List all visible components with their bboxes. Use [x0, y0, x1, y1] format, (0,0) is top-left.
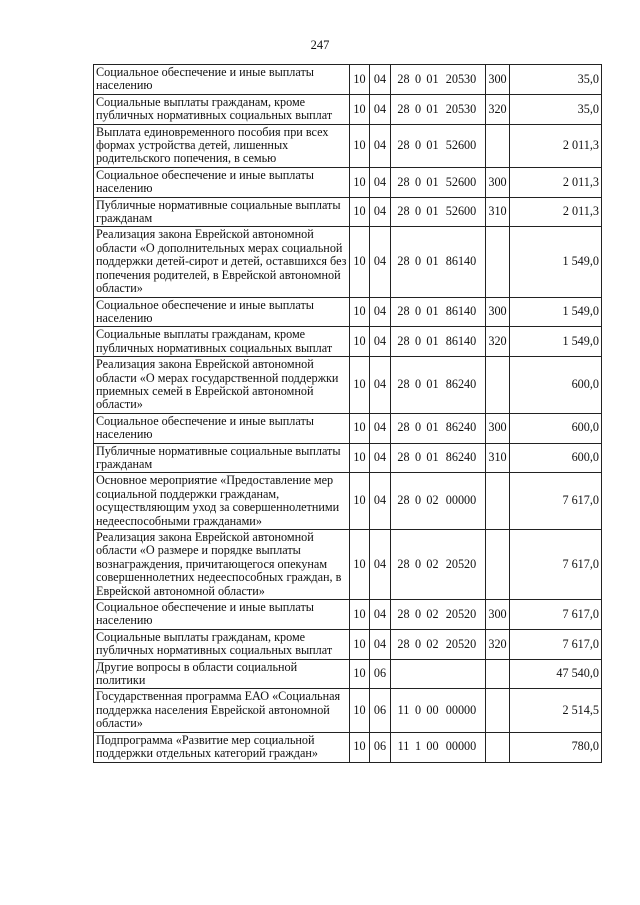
target-code-activity: 02	[426, 493, 439, 508]
row-amount: 7 617,0	[510, 600, 602, 630]
target-code-direction: 52600	[445, 204, 477, 219]
row-name: Реализация закона Еврейской автономной области «О дополнительных мерах социальной поддержки детей-сирот и детей, оставшихся без попечения родителей, в Еврейской автономной области»	[94, 227, 350, 297]
row-subsection-code: 04	[370, 197, 391, 227]
row-expense-type	[486, 530, 510, 600]
table-row	[94, 124, 602, 167]
target-code-program: 28	[397, 450, 410, 465]
target-code-subprogram: 0	[414, 304, 422, 319]
target-code-direction: 52600	[445, 174, 477, 189]
row-name: Социальное обеспечение и иные выплаты населению	[94, 65, 350, 95]
target-code-subprogram: 0	[414, 204, 422, 219]
row-expense-type: 300	[486, 65, 510, 95]
target-code-activity: 01	[426, 304, 439, 319]
target-code-subprogram: 0	[414, 334, 422, 349]
row-section-code: 10	[350, 357, 370, 414]
row-expense-type: 300	[486, 600, 510, 630]
budget-table-body	[94, 65, 602, 763]
row-amount: 47 540,0	[510, 659, 602, 689]
target-code-subprogram: 0	[414, 101, 422, 116]
row-section-code: 10	[350, 689, 370, 732]
target-code-direction: 52600	[445, 138, 477, 153]
row-subsection-code: 04	[370, 413, 391, 443]
row-name: Социальное обеспечение и иные выплаты населению	[94, 167, 350, 197]
table-row	[94, 600, 602, 630]
target-code-program: 28	[397, 606, 410, 621]
target-code-program: 28	[397, 377, 410, 392]
table-row	[94, 530, 602, 600]
target-code-direction: 20520	[445, 606, 477, 621]
table-row	[94, 94, 602, 124]
row-expense-type: 320	[486, 94, 510, 124]
row-target-code	[391, 443, 486, 473]
row-expense-type	[486, 124, 510, 167]
row-subsection-code: 04	[370, 94, 391, 124]
table-row	[94, 297, 602, 327]
row-subsection-code: 04	[370, 357, 391, 414]
row-amount: 780,0	[510, 732, 602, 762]
row-section-code: 10	[350, 297, 370, 327]
row-amount: 7 617,0	[510, 473, 602, 530]
row-target-code	[391, 327, 486, 357]
row-name: Выплата единовременного пособия при всех формах устройства детей, лишенных родительского попечения, в семью	[94, 124, 350, 167]
target-code-program: 28	[397, 420, 410, 435]
target-code-direction: 86240	[445, 377, 477, 392]
target-code-activity: 01	[426, 71, 439, 86]
target-code-program: 28	[397, 334, 410, 349]
row-subsection-code: 04	[370, 443, 391, 473]
row-amount: 600,0	[510, 443, 602, 473]
row-name: Публичные нормативные социальные выплаты гражданам	[94, 197, 350, 227]
row-target-code	[391, 167, 486, 197]
row-expense-type	[486, 689, 510, 732]
target-code-subprogram: 0	[414, 556, 422, 571]
target-code-activity: 02	[426, 606, 439, 621]
target-code-direction: 20530	[445, 101, 477, 116]
row-amount: 7 617,0	[510, 530, 602, 600]
row-section-code: 10	[350, 227, 370, 297]
row-amount: 1 549,0	[510, 297, 602, 327]
row-name: Публичные нормативные социальные выплаты гражданам	[94, 443, 350, 473]
target-code-program: 28	[397, 204, 410, 219]
row-section-code: 10	[350, 65, 370, 95]
target-code-subprogram: 0	[414, 71, 422, 86]
row-section-code: 10	[350, 443, 370, 473]
row-section-code: 10	[350, 732, 370, 762]
row-subsection-code: 04	[370, 530, 391, 600]
row-amount: 2 011,3	[510, 197, 602, 227]
row-target-code	[391, 600, 486, 630]
target-code-program: 28	[397, 254, 410, 269]
row-expense-type: 300	[486, 413, 510, 443]
budget-table	[93, 64, 602, 763]
row-expense-type	[486, 473, 510, 530]
row-subsection-code: 04	[370, 227, 391, 297]
target-code-direction: 86140	[445, 334, 477, 349]
row-subsection-code: 04	[370, 167, 391, 197]
row-section-code: 10	[350, 473, 370, 530]
row-name: Основное мероприятие «Предоставление мер социальной поддержки гражданам, осуществляющим уход за совершеннолетними недееспособными гражданами»	[94, 473, 350, 530]
target-code-activity: 01	[426, 204, 439, 219]
row-section-code: 10	[350, 124, 370, 167]
table-row	[94, 167, 602, 197]
row-name: Социальное обеспечение и иные выплаты населению	[94, 600, 350, 630]
row-expense-type	[486, 659, 510, 689]
row-name: Социальные выплаты гражданам, кроме публичных нормативных социальных выплат	[94, 94, 350, 124]
target-code-activity: 01	[426, 377, 439, 392]
row-target-code	[391, 530, 486, 600]
target-code-program: 28	[397, 138, 410, 153]
row-expense-type: 300	[486, 297, 510, 327]
row-amount: 1 549,0	[510, 227, 602, 297]
target-code-activity: 01	[426, 420, 439, 435]
row-expense-type: 310	[486, 443, 510, 473]
row-target-code	[391, 732, 486, 762]
target-code-program: 28	[397, 304, 410, 319]
row-target-code	[391, 629, 486, 659]
row-section-code: 10	[350, 197, 370, 227]
target-code-direction: 20520	[445, 636, 477, 651]
row-expense-type: 320	[486, 629, 510, 659]
row-expense-type	[486, 732, 510, 762]
table-row	[94, 65, 602, 95]
target-code-subprogram: 0	[414, 450, 422, 465]
row-subsection-code: 04	[370, 629, 391, 659]
row-name: Подпрограмма «Развитие мер социальной поддержки отдельных категорий граждан»	[94, 732, 350, 762]
target-code-direction: 86240	[445, 450, 477, 465]
row-amount: 1 549,0	[510, 327, 602, 357]
row-subsection-code: 04	[370, 473, 391, 530]
row-section-code: 10	[350, 327, 370, 357]
target-code-program: 28	[397, 101, 410, 116]
table-row	[94, 443, 602, 473]
row-section-code: 10	[350, 167, 370, 197]
target-code-activity: 01	[426, 138, 439, 153]
target-code-direction: 00000	[445, 493, 477, 508]
row-name: Социальное обеспечение и иные выплаты населению	[94, 297, 350, 327]
target-code-subprogram: 0	[414, 493, 422, 508]
target-code-activity: 01	[426, 174, 439, 189]
row-target-code	[391, 473, 486, 530]
target-code-program: 28	[397, 556, 410, 571]
table-row	[94, 659, 602, 689]
row-section-code: 10	[350, 600, 370, 630]
row-target-code	[391, 413, 486, 443]
row-subsection-code: 06	[370, 732, 391, 762]
row-target-code	[391, 197, 486, 227]
target-code-direction: 00000	[445, 702, 477, 717]
row-subsection-code: 04	[370, 124, 391, 167]
row-target-code	[391, 659, 486, 689]
row-amount: 35,0	[510, 65, 602, 95]
row-section-code: 10	[350, 629, 370, 659]
target-code-subprogram: 0	[414, 702, 422, 717]
row-amount: 2 011,3	[510, 124, 602, 167]
target-code-program: 28	[397, 636, 410, 651]
target-code-activity: 02	[426, 636, 439, 651]
row-amount: 2 011,3	[510, 167, 602, 197]
page-number: 247	[310, 38, 330, 52]
row-section-code: 10	[350, 659, 370, 689]
target-code-direction: 20530	[445, 71, 477, 86]
target-code-direction: 86240	[445, 420, 477, 435]
row-target-code	[391, 94, 486, 124]
row-name: Социальные выплаты гражданам, кроме публичных нормативных социальных выплат	[94, 327, 350, 357]
row-amount: 2 514,5	[510, 689, 602, 732]
target-code-activity: 00	[426, 702, 439, 717]
row-name: Реализация закона Еврейской автономной области «О мерах государственной поддержки приемных семей в Еврейской автономной области»	[94, 357, 350, 414]
row-amount: 600,0	[510, 357, 602, 414]
table-row	[94, 413, 602, 443]
row-subsection-code: 04	[370, 65, 391, 95]
row-amount: 7 617,0	[510, 629, 602, 659]
row-target-code	[391, 297, 486, 327]
row-target-code	[391, 689, 486, 732]
target-code-direction: 86140	[445, 304, 477, 319]
row-target-code	[391, 65, 486, 95]
row-amount: 600,0	[510, 413, 602, 443]
target-code-activity: 01	[426, 101, 439, 116]
target-code-direction: 00000	[445, 739, 477, 754]
row-expense-type: 310	[486, 197, 510, 227]
row-name: Социальные выплаты гражданам, кроме публичных нормативных социальных выплат	[94, 629, 350, 659]
target-code-activity: 01	[426, 334, 439, 349]
target-code-activity: 01	[426, 450, 439, 465]
target-code-activity: 00	[426, 739, 439, 754]
table-row	[94, 629, 602, 659]
target-code-subprogram: 0	[414, 377, 422, 392]
target-code-program: 28	[397, 174, 410, 189]
row-subsection-code: 04	[370, 297, 391, 327]
target-code-activity: 02	[426, 556, 439, 571]
table-row	[94, 732, 602, 762]
target-code-subprogram: 0	[414, 606, 422, 621]
row-subsection-code: 04	[370, 600, 391, 630]
row-name: Реализация закона Еврейской автономной области «О размере и порядке выплаты вознаграждения, причитающегося опекунам совершеннолетних недееспособных граждан, в Еврейской автономной области»	[94, 530, 350, 600]
row-section-code: 10	[350, 413, 370, 443]
row-expense-type	[486, 227, 510, 297]
row-name: Государственная программа ЕАО «Социальная поддержка населения Еврейской автономной области»	[94, 689, 350, 732]
target-code-program: 28	[397, 71, 410, 86]
row-name: Социальное обеспечение и иные выплаты населению	[94, 413, 350, 443]
table-row	[94, 227, 602, 297]
table-row	[94, 197, 602, 227]
table-row	[94, 689, 602, 732]
row-section-code: 10	[350, 94, 370, 124]
row-name: Другие вопросы в области социальной политики	[94, 659, 350, 689]
row-expense-type: 300	[486, 167, 510, 197]
target-code-direction: 86140	[445, 254, 477, 269]
target-code-program: 11	[397, 702, 410, 717]
table-row	[94, 357, 602, 414]
row-subsection-code: 06	[370, 659, 391, 689]
target-code-direction: 20520	[445, 556, 477, 571]
target-code-activity: 01	[426, 254, 439, 269]
table-row	[94, 473, 602, 530]
row-section-code: 10	[350, 530, 370, 600]
target-code-program: 11	[397, 739, 410, 754]
row-subsection-code: 04	[370, 327, 391, 357]
row-target-code	[391, 357, 486, 414]
target-code-subprogram: 1	[414, 739, 422, 754]
row-target-code	[391, 124, 486, 167]
target-code-subprogram: 0	[414, 636, 422, 651]
row-expense-type	[486, 357, 510, 414]
target-code-program: 28	[397, 493, 410, 508]
target-code-subprogram: 0	[414, 174, 422, 189]
target-code-subprogram: 0	[414, 420, 422, 435]
target-code-subprogram: 0	[414, 254, 422, 269]
target-code-subprogram: 0	[414, 138, 422, 153]
row-expense-type: 320	[486, 327, 510, 357]
row-subsection-code: 06	[370, 689, 391, 732]
row-amount: 35,0	[510, 94, 602, 124]
table-row	[94, 327, 602, 357]
row-target-code	[391, 227, 486, 297]
